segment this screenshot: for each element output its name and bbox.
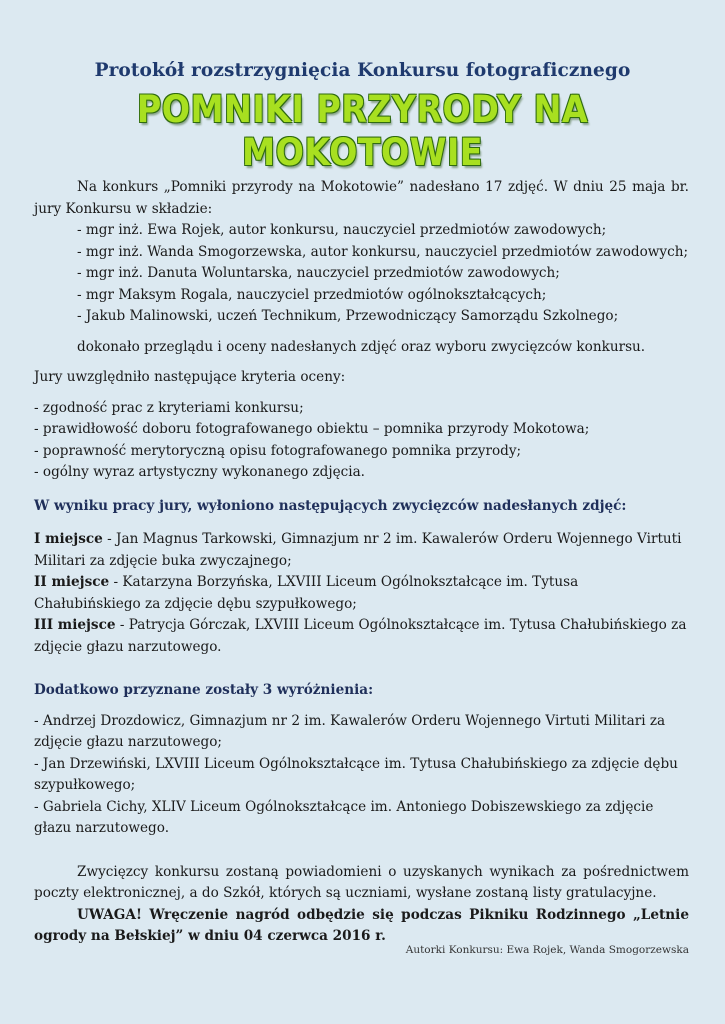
signature: Autorki Konkursu: Ewa Rojek, Wanda Smogorzewska — [405, 944, 689, 956]
criteria-list — [34, 398, 689, 484]
winner-item — [34, 529, 689, 572]
jury-member: - mgr inż. Danuta Woluntarska, nauczyciel przedmiotów zawodowych; — [77, 265, 560, 281]
winner-item — [34, 572, 689, 615]
warning-paragraph: UWAGA! Wręczenie nagród odbędzie się podczas Pikniku Rodzinnego „Letnie ogrody na Bełskiej” w dniu 04 czerwca 2016 r. — [34, 906, 689, 944]
honors-list — [34, 711, 689, 840]
jury-member: - mgr Maksym Rogala, nauczyciel przedmiotów ogólnokształcących; — [77, 286, 547, 303]
winners-heading: W wyniku pracy jury, wyłoniono następujących zwycięzców nadesłanych zdjęć: — [34, 497, 627, 514]
winner-place: II miejsce — [34, 574, 110, 590]
criteria-item: - ogólny wyraz artystyczny wykonanego zdjęcia. — [34, 464, 365, 480]
document-title: POMNIKI PRZYRODY NA MOKOTOWIE — [136, 88, 589, 174]
document-body — [34, 177, 689, 948]
winner-text: - Patrycja Górczak, LXVIII Liceum Ogólnokształcące im. Tytusa Chałubińskiego za zdjęcie głazu narzutowego. — [34, 617, 687, 655]
winner-text: - Katarzyna Borzyńska, LXVIII Liceum Ogólnokształcące im. Tytusa Chałubińskiego za zdjęcie dębu szypułkowego; — [34, 574, 579, 612]
winners-list — [34, 529, 689, 658]
criteria-item: - zgodność prac z kryteriami konkursu; — [34, 399, 304, 416]
winner-text: - Jan Magnus Tarkowski, Gimnazjum nr 2 im. Kawalerów Orderu Wojennego Virtuti Militari za zdjęcie buka zwyczajnego; — [34, 531, 682, 569]
criteria-item: - prawidłowość doboru fotografowanego obiektu – pomnika przyrody Mokotowa; — [34, 421, 590, 437]
jury-member: - mgr inż. Ewa Rojek, autor konkursu, nauczyciel przedmiotów zawodowych; — [77, 222, 607, 238]
jury-member: - Jakub Malinowski, uczeń Technikum, Przewodniczący Samorządu Szkolnego; — [77, 308, 619, 324]
notice-paragraph: Zwycięzcy konkursu zostaną powiadomieni o uzyskanych wynikach za pośrednictwem poczty elektronicznej, a do Szkół, których są uczniami, wysłane zostaną listy gratulacyjne. — [34, 863, 689, 901]
honors-heading: Dodatkowo przyznane zostały 3 wyróżnienia: — [34, 682, 374, 698]
winner-place: III miejsce — [34, 617, 116, 633]
honor-item: - Andrzej Drozdowicz, Gimnazjum nr 2 im. Kawalerów Orderu Wojennego Virtuti Militari za zdjęcie głazu narzutowego; — [34, 712, 666, 750]
document-subtitle: Protokół rozstrzygnięcia Konkursu fotograficznego — [94, 60, 631, 81]
honor-item: - Gabriela Cichy, XLIV Liceum Ogólnokształcące im. Antoniego Dobiszewskiego za zdjęcie głazu narzutowego. — [34, 798, 654, 836]
intro-paragraph: Na konkurs „Pomniki przyrody na Mokotowie” nadesłano 17 zdjęć. W dniu 25 maja br. jury Konkursu w składzie: — [34, 179, 689, 217]
jury-list — [34, 220, 689, 328]
jury-member: - mgr inż. Wanda Smogorzewska, autor konkursu, nauczyciel przedmiotów zawodowych; — [77, 243, 689, 260]
honor-item: - Jan Drzewiński, LXVIII Liceum Ogólnokształcące im. Tytusa Chałubińskiego za zdjęcie dębu szypułkowego; — [34, 755, 678, 793]
winner-item — [34, 615, 689, 658]
review-paragraph: dokonało przeglądu i oceny nadesłanych zdjęć oraz wyboru zwycięzców konkursu. — [77, 338, 646, 355]
winner-place: I miejsce — [34, 531, 103, 547]
criteria-intro: Jury uwzględniło następujące kryteria oceny: — [34, 369, 346, 385]
criteria-item: - poprawność merytoryczną opisu fotografowanego pomnika przyrody; — [34, 442, 522, 459]
